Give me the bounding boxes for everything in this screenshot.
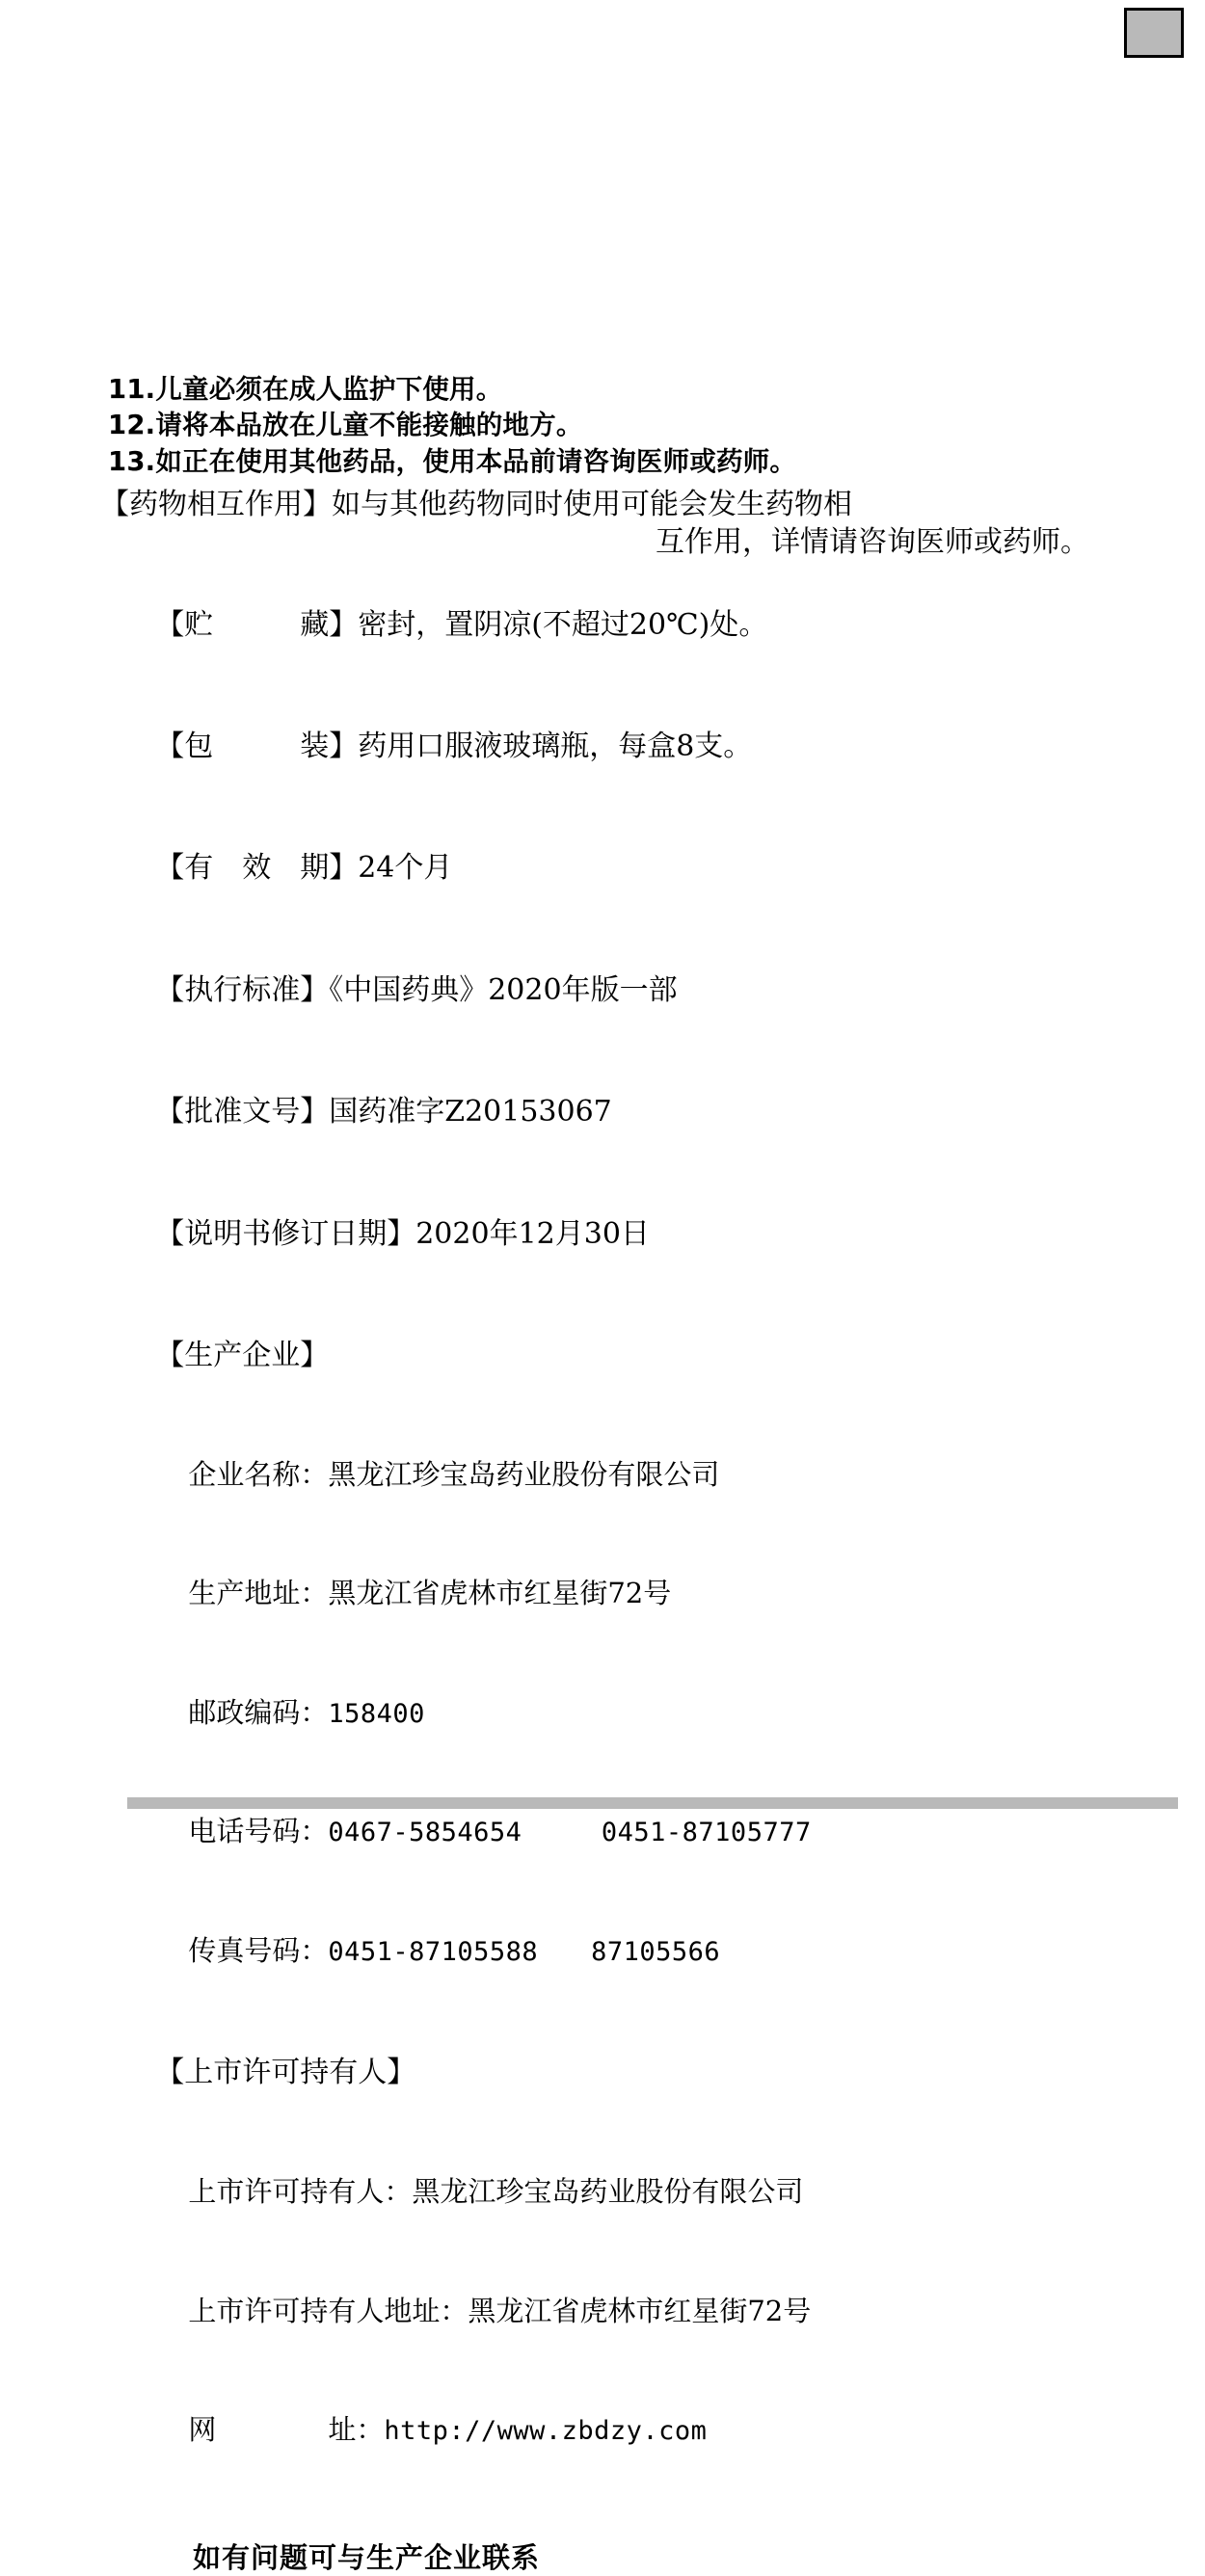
section-mah-heading <box>100 2015 1093 2133</box>
print-registration-mark-icon <box>1124 8 1184 58</box>
section-label-revision-date: 【说明书修订日期】 <box>155 1216 416 1251</box>
mah-holder-label: 上市许可持有人： <box>188 2175 413 2209</box>
section-label-manufacturer: 【生产企业】 <box>155 1338 330 1372</box>
section-label-validity: 【有 效 期】 <box>155 851 359 886</box>
mah-holder-address-value: 黑龙江省虎林市红星街72号 <box>468 2294 812 2327</box>
leaflet-content <box>100 372 1093 2576</box>
section-text-package: 药用口服液玻璃瓶，每盒8支。 <box>358 729 753 763</box>
section-text-drug-interaction: 如与其他药物同时使用可能会发生药物相 <box>332 488 852 522</box>
manufacturer-fax <box>100 1892 1093 2011</box>
manufacturer-address-value: 黑龙江省虎林市红星街72号 <box>328 1577 672 1610</box>
section-storage <box>100 567 1093 684</box>
section-validity <box>100 810 1093 928</box>
manufacturer-postcode-label: 邮政编码： <box>188 1695 329 1729</box>
manufacturer-phone-value: 0467-5854654 0451-87105777 <box>328 1818 812 1848</box>
section-label-package: 【包 装】 <box>155 729 359 763</box>
mah-website-value: http://www.zbdzy.com <box>384 2416 708 2447</box>
warning-item: 11.儿童必须在成人监护下使用。 <box>108 374 503 405</box>
manufacturer-company-name-label: 企业名称： <box>188 1457 329 1491</box>
manufacturer-company-name <box>100 1416 1093 1535</box>
manufacturer-fax-label: 传真号码： <box>188 1934 329 1968</box>
mah-holder <box>100 2133 1093 2252</box>
footer-contact-note: 如有问题可与生产企业联系 <box>193 2540 541 2574</box>
section-approval-number <box>100 1053 1093 1171</box>
section-package <box>100 688 1093 806</box>
section-label-standard: 【执行标准】 <box>155 972 330 1007</box>
section-label-approval-number: 【批准文号】 <box>155 1095 330 1129</box>
manufacturer-fax-value: 0451-87105588 87105566 <box>328 1937 721 1968</box>
section-text-standard: 《中国药典》2020年版一部 <box>329 972 678 1007</box>
warning-item: 12.请将本品放在儿童不能接触的地方。 <box>108 410 583 441</box>
manufacturer-address-label: 生产地址： <box>188 1577 329 1610</box>
section-manufacturer-heading <box>100 1297 1093 1415</box>
manufacturer-phone <box>100 1772 1093 1892</box>
mah-website-label: 网 址： <box>188 2413 385 2447</box>
mah-holder-address-label: 上市许可持有人地址： <box>188 2294 469 2327</box>
section-revision-date <box>100 1176 1093 1293</box>
mah-holder-value: 黑龙江珍宝岛药业股份有限公司 <box>412 2175 804 2209</box>
manufacturer-postcode <box>100 1654 1093 1773</box>
section-text-drug-interaction-cont: 互作用，详情请咨询医师或药师。 <box>656 524 1089 559</box>
mah-website <box>100 2371 1093 2490</box>
manufacturer-address <box>100 1534 1093 1654</box>
manufacturer-postcode-value: 158400 <box>328 1698 425 1729</box>
section-text-validity: 24个月 <box>358 851 453 886</box>
section-label-mah: 【上市许可持有人】 <box>155 2056 416 2090</box>
section-label-drug-interaction: 【药物相互作用】 <box>100 488 332 522</box>
warning-item: 13.如正在使用其他药品，使用本品前请咨询医师或药师。 <box>108 445 797 477</box>
section-standard <box>100 932 1093 1049</box>
warning-list <box>100 372 1093 480</box>
mah-holder-address <box>100 2251 1093 2371</box>
manufacturer-company-name-value: 黑龙江珍宝岛药业股份有限公司 <box>328 1457 720 1491</box>
section-drug-interaction <box>100 486 1093 563</box>
section-text-revision-date: 2020年12月30日 <box>415 1216 650 1251</box>
manufacturer-phone-label: 电话号码： <box>188 1815 329 1848</box>
section-text-approval-number: 国药准字Z20153067 <box>329 1095 612 1129</box>
section-label-storage: 【贮 藏】 <box>155 607 359 642</box>
section-text-storage: 密封，置阴凉(不超过20℃)处。 <box>358 607 768 642</box>
